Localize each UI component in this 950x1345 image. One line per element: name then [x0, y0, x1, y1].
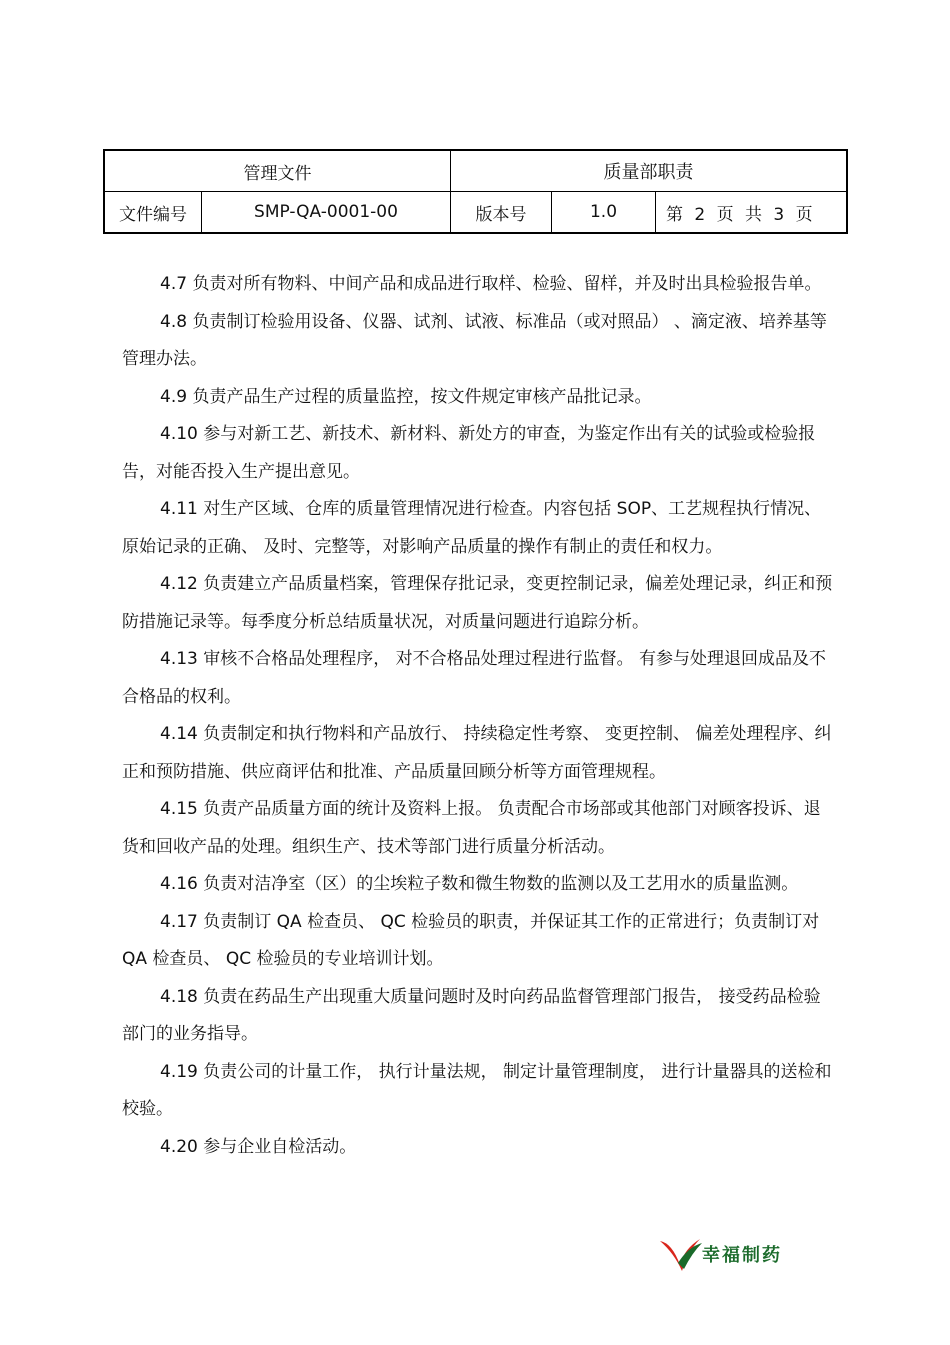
paragraph: 4.13 审核不合格品处理程序， 对不合格品处理过程进行监督。 有参与处理退回成品及不合格品的权利。 [122, 649, 827, 707]
body-text [122, 266, 834, 1166]
logo-mark-icon [658, 1233, 702, 1273]
paragraph: 4.9 负责产品生产过程的质量监控，按文件规定审核产品批记录。 [160, 386, 652, 407]
version-label: 版本号 [451, 192, 552, 234]
paragraph: 4.17 负责制订 QA 检查员、 QC 检验员的职责，并保证其工作的正常进行；负责制订对 QA 检查员、 QC 检验员的专业培训计划。 [122, 911, 820, 969]
paragraph: 4.18 负责在药品生产出现重大质量问题时及时向药品监督管理部门报告， 接受药品检验部门的业务指导。 [122, 986, 821, 1044]
paragraph: 4.14 负责制定和执行物料和产品放行、 持续稳定性考察、 变更控制、 偏差处理程序、纠正和预防措施、供应商评估和批准、产品质量回顾分析等方面管理规程。 [122, 724, 832, 782]
document-header-table [103, 149, 848, 234]
paragraph: 4.7 负责对所有物料、中间产品和成品进行取样、检验、留样，并及时出具检验报告单。 [160, 274, 822, 294]
paragraph: 4.15 负责产品质量方面的统计及资料上报。 负责配合市场部或其他部门对顾客投诉、退货和回收产品的处理。组织生产、技术等部门进行质量分析活动。 [122, 799, 821, 857]
paragraph: 4.12 负责建立产品质量档案，管理保存批记录，变更控制记录，偏差处理记录，纠正和预防措施记录等。每季度分析总结质量状况，对质量问题进行追踪分析。 [122, 574, 833, 632]
paragraph: 4.16 负责对洁净室（区）的尘埃粒子数和微生物数的监测以及工艺用水的质量监测。 [160, 874, 799, 894]
paragraph: 4.19 负责公司的计量工作， 执行计量法规， 制定计量管理制度， 进行计量器具的送检和校验。 [122, 1061, 832, 1119]
doc-type-cell: 管理文件 [104, 150, 451, 192]
doc-title-cell: 质量部职责 [451, 150, 848, 192]
page-info: 第 2 页 共 3 页 [656, 192, 848, 234]
logo-text: 幸福制药 [702, 1245, 782, 1266]
doc-no-value: SMP-QA-0001-00 [202, 192, 451, 234]
paragraph: 4.11 对生产区域、仓库的质量管理情况进行检查。内容包括 SOP、工艺规程执行情况、原始记录的正确、 及时、完整等，对影响产品质量的操作有制止的责任和权力。 [122, 499, 822, 557]
company-logo [658, 1233, 808, 1273]
version-value: 1.0 [552, 192, 656, 234]
paragraph: 4.8 负责制订检验用设备、仪器、试剂、试液、标准品（或对照品） 、滴定液、培养基等管理办法。 [122, 311, 827, 369]
paragraph: 4.20 参与企业自检活动。 [160, 1136, 357, 1157]
doc-no-label: 文件编号 [104, 192, 202, 234]
paragraph: 4.10 参与对新工艺、新技术、新材料、新处方的审查，为鉴定作出有关的试验或检验报告，对能否投入生产提出意见。 [122, 424, 816, 482]
